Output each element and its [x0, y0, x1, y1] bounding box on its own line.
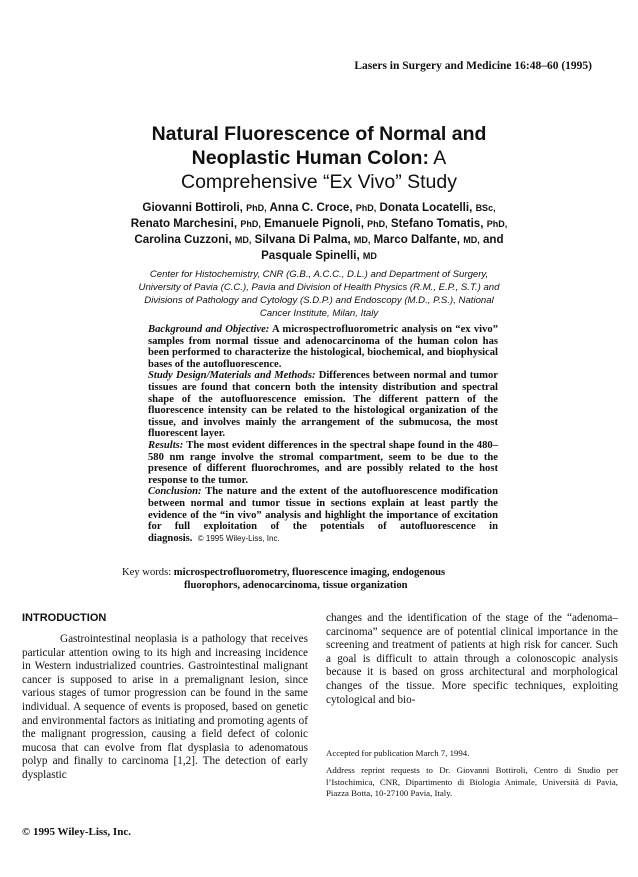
abstract-background-heading: Background and Objective: [148, 324, 270, 335]
paper-title [0, 122, 638, 194]
abstract-design-heading: Study Design/Materials and Methods: [148, 370, 316, 382]
title-line-1: Natural Fluorescence of Normal and [151, 123, 487, 145]
keywords-line-2: fluorophors, adenocarcinoma, tissue organization [184, 580, 408, 591]
affiliation [0, 268, 638, 320]
title-line-3: Comprehensive “Ex Vivo” Study [180, 171, 457, 193]
affiliation-line: University of Pavia (C.C.), Pavia and Division of Health Physics (R.M., E.P., S.T.) and [138, 282, 500, 293]
title-line-2-bold: Neoplastic Human Colon: [191, 147, 429, 169]
author-conjunction: and [482, 233, 504, 246]
keywords-line-1: microspectrofluorometry, fluorescence imaging, endogenous [173, 567, 446, 578]
author-degree: PhD, [240, 219, 261, 229]
author-name: Giovanni Bottiroli, [142, 201, 243, 214]
author-name: Renato Marchesini, [130, 217, 238, 230]
footnote-address: Address reprint requests to Dr. Giovanni Bottiroli, Centro di Studio per l’Istochimica, CNR, Dipartimento di Biologia Animale, Università di Pavia, Piazza Botta, 10-27100 Pavia, Italy. [326, 765, 618, 799]
abstract-conclusion-heading: Conclusion: [148, 486, 202, 498]
author-name: Donata Locatelli, [379, 201, 473, 214]
author-name: Silvana Di Palma, [254, 233, 351, 246]
affiliation-line: Center for Histochemistry, CNR (G.B., A.C.C., D.L.) and Department of Surgery, [149, 269, 489, 280]
author-name: Emanuele Pignoli, [264, 217, 364, 230]
abstract-background-text: A microspectrofluorometric analysis on “ex vivo” samples from normal tissue and adenocarcinoma of the human colon has been performed to characterize the histological, biochemical, and biophysical bases of the autofluorescence. [148, 324, 498, 370]
footer-copyright: © 1995 Wiley-Liss, Inc. [22, 826, 131, 838]
abstract-design-text: Differences between normal and tumor tissues are found that concern both the intensity distribution and spectral shape of the autofluorescence emission. The different pattern of the fluorescence intensity can be related to the histological organization of the tissue, and involves mainly the arrangement of the submucosa, the most fluorescent layer. [148, 370, 498, 440]
author-degree: MD [362, 251, 377, 261]
abstract-background [148, 324, 498, 370]
affiliation-line: Divisions of Pathology and Cytology (S.D.P.) and Endoscopy (M.D., P.S.), National [144, 295, 494, 306]
abstract-results-text: The most evident differences in the spectral shape found in the 480–580 nm range involve the stromal compartment, seem to be due to the presence of different fluorochromes, and are possibly related to the host response to the tumor. [148, 439, 498, 486]
abstract [148, 324, 498, 544]
abstract-results [148, 440, 498, 486]
author-name: Carolina Cuzzoni, [134, 233, 232, 246]
author-name: Marco Dalfante, [373, 233, 460, 246]
journal-header: Lasers in Surgery and Medicine 16:48–60 (1995) [354, 60, 592, 72]
author-degree: MD, [353, 235, 371, 245]
abstract-copyright: © 1995 Wiley-Liss, Inc. [197, 533, 280, 543]
footnote-accepted: Accepted for publication March 7, 1994. [326, 748, 470, 758]
abstract-conclusion-text: The nature and the extent of the autofluorescence modification between normal and tumor tissue in sections explain at least partly the evidence of the “in vivo” analysis and highlight the importance of excitation for full exploitation of the potentials of autofluorescence in diagnosis. [148, 486, 498, 544]
author-line-3 [0, 232, 638, 248]
author-list [0, 200, 638, 264]
author-name: Anna C. Croce, [269, 201, 353, 214]
body-paragraph: Gastrointestinal neoplasia is a pathology that receives particular attention owing to its high and increasing incidence in Western industrialized countries. Gastrointestinal malignant cancer is supposed to arise in a premalignant lesion, since various stages of tumor progression can be found in the same individual. A sequence of events is proposed, based on genetic and environmental factors as initiating and promoting agents of the malignant progression, causing a field defect of colonic mucosa that can evolve from flat dysplasia to adenomatous polyp and finally to carcinoma [1,2]. The detection of early dysplastic [22, 633, 308, 781]
author-degree: MD, [463, 235, 480, 245]
author-line-2 [0, 216, 638, 232]
affiliation-line: Cancer Institute, Milan, Italy [259, 308, 379, 319]
author-name: Pasquale Spinelli, [261, 249, 360, 262]
author-degree: MD, [234, 235, 252, 245]
body-paragraph: changes and the identification of the stage of the “adenoma–carcinoma” sequence are of potential clinical importance in the screening and treatment of patients at high risk for cancer. Such a goal is difficult to attain through a colonoscopic analysis because it is based on gross architectural and morphological changes of the tissue. More specific techniques, exploiting cytological and bio- [326, 612, 618, 706]
author-degree: BSc, [475, 203, 496, 213]
abstract-design [148, 370, 498, 440]
keywords-label: Key words: [122, 567, 172, 578]
footnote [326, 748, 618, 806]
abstract-results-heading: Results: [148, 439, 184, 451]
section-heading: INTRODUCTION [22, 612, 107, 624]
author-line-1 [0, 200, 638, 216]
abstract-conclusion [148, 486, 498, 544]
author-degree: PhD, [246, 203, 267, 213]
body-column-left [22, 633, 308, 783]
title-line-2 [0, 146, 638, 170]
author-degree: PhD, [486, 219, 508, 229]
keywords [122, 566, 522, 592]
author-degree: PhD, [355, 203, 377, 213]
title-line-2-rest: A [428, 147, 447, 169]
author-name: Stefano Tomatis, [390, 217, 484, 230]
author-degree: PhD, [367, 219, 388, 229]
author-line-4 [0, 248, 638, 264]
body-column-right [326, 612, 618, 707]
